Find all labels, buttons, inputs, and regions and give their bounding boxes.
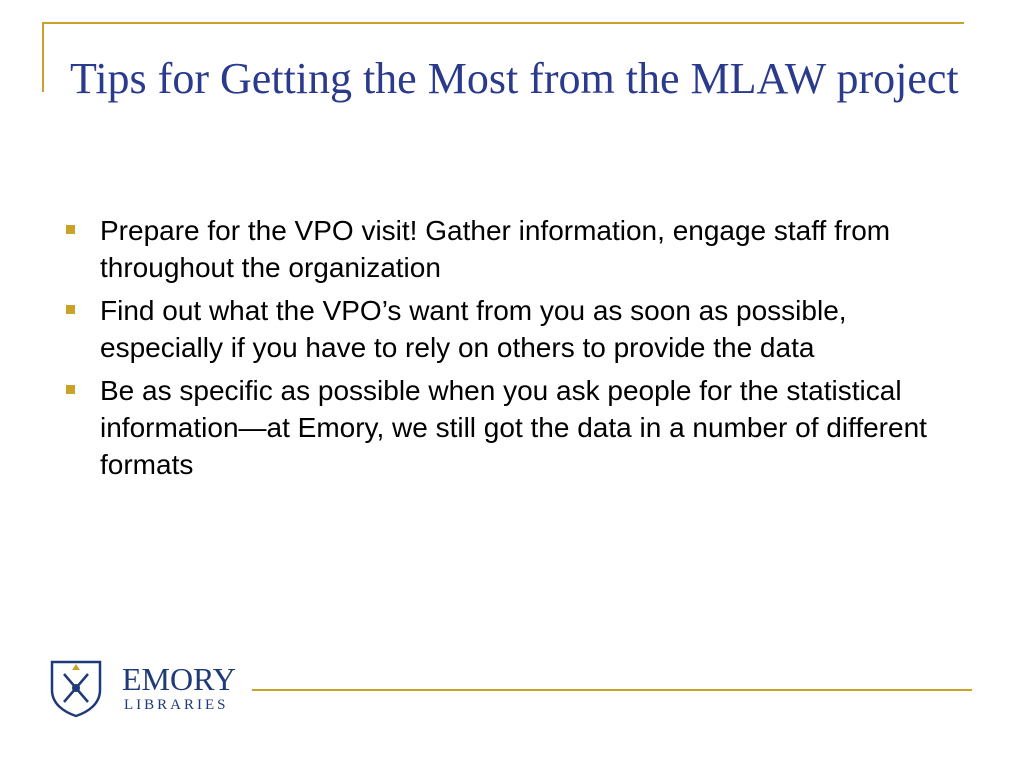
frame-left-rule — [42, 22, 44, 92]
frame-top-rule — [42, 22, 964, 24]
square-bullet-icon — [66, 385, 75, 394]
logo-subword: LIBRARIES — [124, 697, 229, 713]
slide-title: Tips for Getting the Most from the MLAW project — [70, 54, 959, 103]
bullet-item — [62, 212, 962, 286]
bullet-item — [62, 292, 962, 366]
square-bullet-icon — [66, 305, 75, 314]
emory-shield-icon — [50, 660, 102, 718]
bullet-list — [62, 212, 962, 489]
footer-rule — [252, 689, 972, 691]
bullet-text: Prepare for the VPO visit! Gather information, engage staff from throughout the organization — [100, 215, 891, 283]
bullet-text: Be as specific as possible when you ask people for the statistical information—at Emory, we still got the data in a number of different formats — [100, 375, 927, 480]
bullet-text: Find out what the VPO’s want from you as soon as possible, especially if you have to rely on others to provide the data — [100, 295, 847, 363]
logo-wordmark: EMORY — [122, 661, 236, 697]
bullet-item — [62, 372, 962, 483]
square-bullet-icon — [66, 225, 75, 234]
